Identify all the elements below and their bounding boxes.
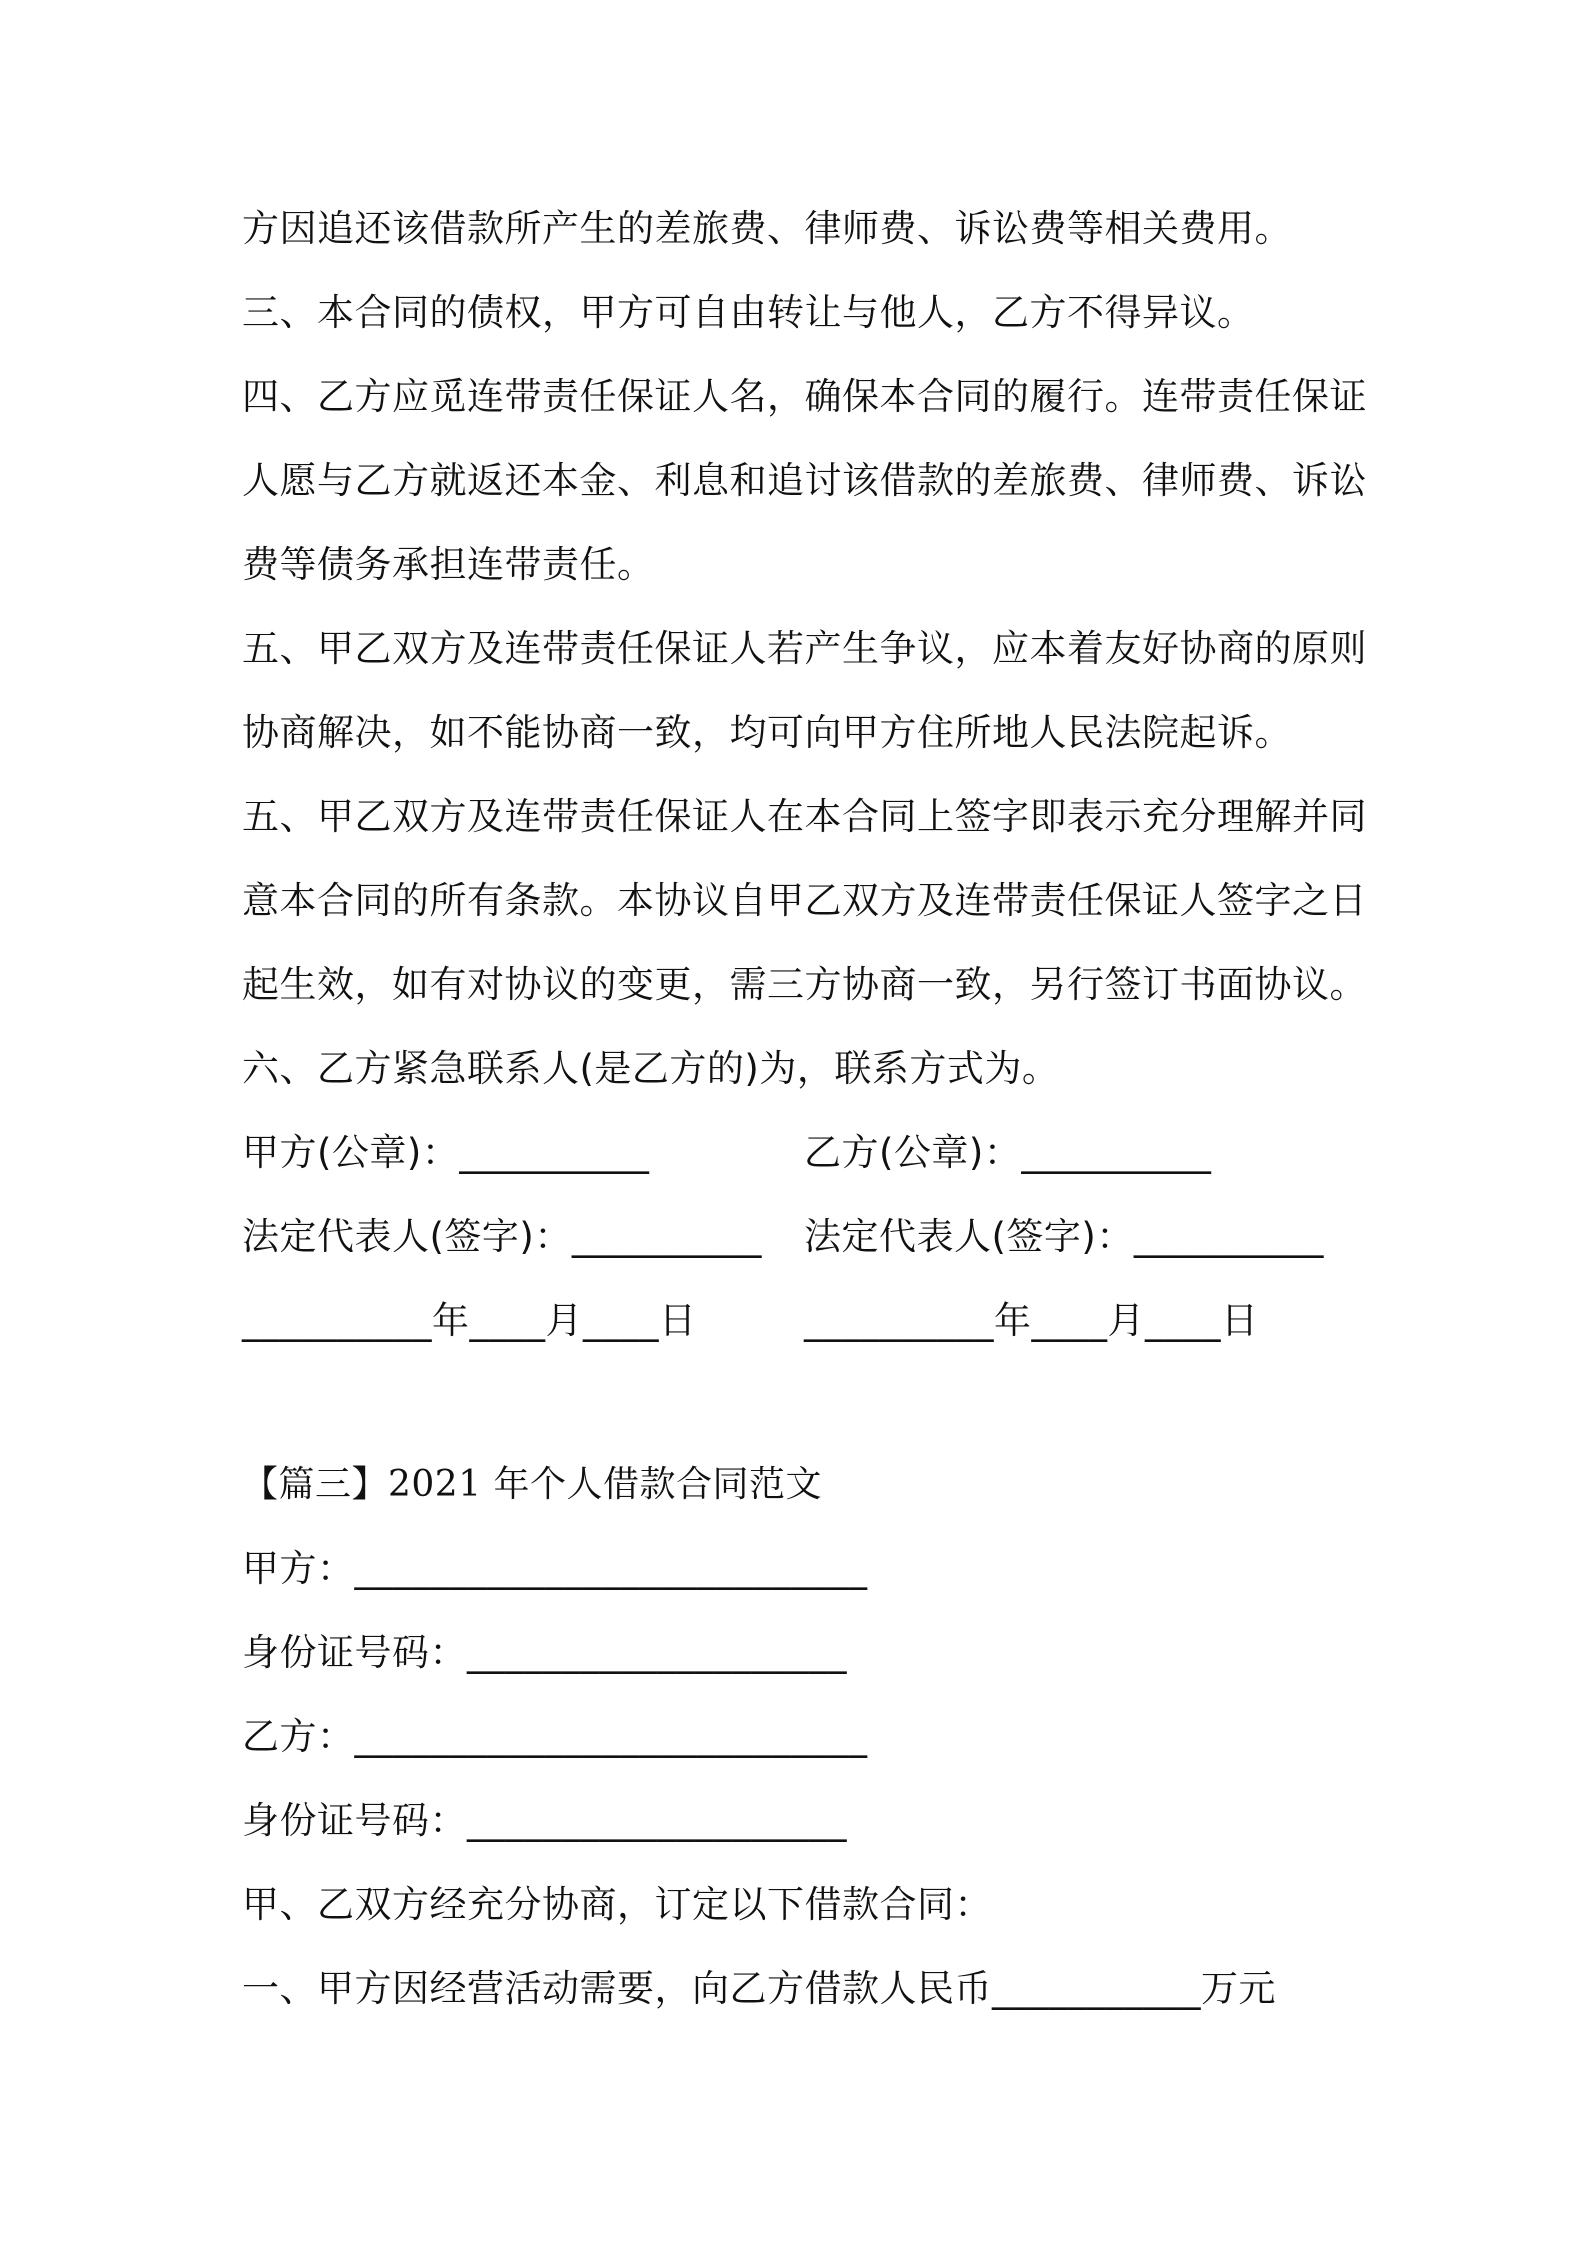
party-b-field: 乙方：___________________________ [242,1715,868,1758]
party-a-rep-field: 法定代表人(签字)：__________ [242,1215,762,1258]
clause-five-b-line-3: 起生效，如有对协议的变更，需三方协商一致，另行签订书面协议。 [242,963,1367,1006]
clause-four-line-1: 四、乙方应觅连带责任保证人名，确保本合同的履行。连带责任保证 [242,375,1367,418]
clause-five-line-2: 协商解决，如不能协商一致，均可向甲方住所地人民法院起诉。 [242,711,1292,754]
clause-three: 三、本合同的债权，甲方可自由转让与他人，乙方不得异议。 [242,291,1255,334]
paragraph-line: 方因追还该借款所产生的差旅费、律师费、诉讼费等相关费用。 [242,207,1292,250]
clause-four-line-3: 费等债务承担连带责任。 [242,543,655,586]
clause-five-line-1: 五、甲乙双方及连带责任保证人若产生争议，应本着友好协商的原则 [242,627,1367,670]
clause-four-line-2: 人愿与乙方就返还本金、利息和追讨该借款的差旅费、律师费、诉讼 [242,459,1367,502]
section-three-title: 【篇三】2021 年个人借款合同范文 [242,1464,823,1505]
clause-five-b-line-2: 意本合同的所有条款。本协议自甲乙双方及连带责任保证人签字之日 [242,879,1367,922]
clause-six: 六、乙方紧急联系人(是乙方的)为，联系方式为。 [242,1047,1060,1090]
party-a-date-field: __________年____月____日 [242,1299,697,1342]
party-b-id-field: 身份证号码：____________________ [242,1799,847,1842]
party-a-id-field: 身份证号码：____________________ [242,1631,847,1674]
party-a-seal-field: 甲方(公章)：__________ [242,1131,650,1174]
party-b-date-field: __________年____月____日 [804,1299,1259,1342]
clause-five-b-line-1: 五、甲乙双方及连带责任保证人在本合同上签字即表示充分理解并同 [242,795,1367,838]
agreement-intro: 甲、乙双方经充分协商，订定以下借款合同： [242,1883,992,1926]
party-b-rep-field: 法定代表人(签字)：__________ [804,1215,1324,1258]
party-b-seal-field: 乙方(公章)：__________ [804,1131,1212,1174]
clause-one: 一、甲方因经营活动需要，向乙方借款人民币___________万元 [242,1967,1276,2010]
party-a-field: 甲方：___________________________ [242,1547,868,1590]
